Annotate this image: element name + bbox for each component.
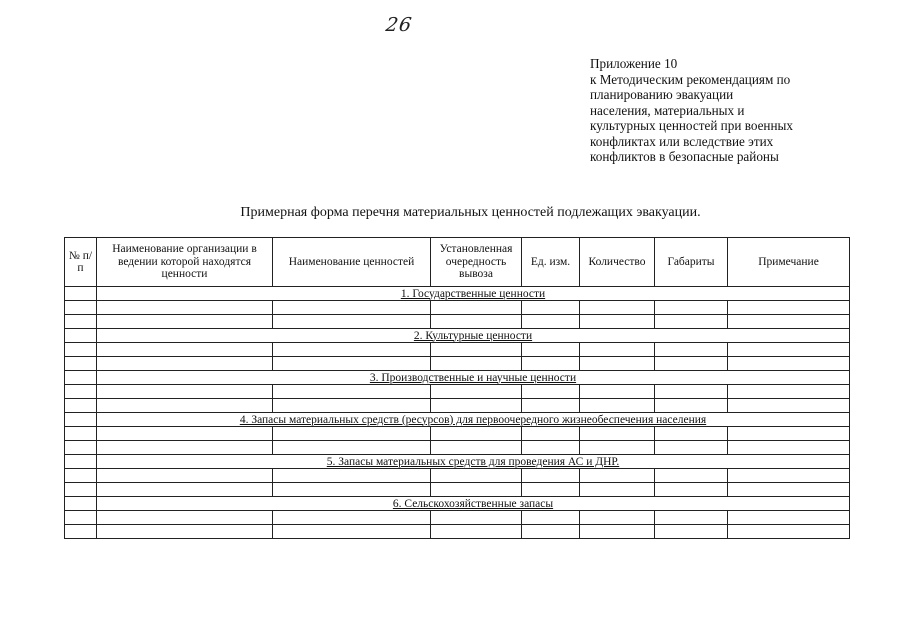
table-row [65, 301, 850, 315]
table-cell [655, 399, 728, 413]
table-cell [65, 497, 97, 511]
section-row [65, 455, 850, 469]
table-cell [431, 483, 522, 497]
table-cell [728, 525, 850, 539]
table-cell [431, 399, 522, 413]
table-cell [431, 385, 522, 399]
table-cell [273, 399, 431, 413]
header-number: № п/п [65, 238, 97, 287]
table-cell [655, 469, 728, 483]
table-cell [97, 427, 273, 441]
section-title [97, 497, 850, 511]
table-cell [655, 357, 728, 371]
appendix-line: планированию эвакуации [590, 87, 734, 102]
table-cell [728, 483, 850, 497]
table-cell [97, 357, 273, 371]
table-cell [580, 301, 655, 315]
table-cell [655, 525, 728, 539]
table-cell [655, 511, 728, 525]
header-notes: Примечание [728, 238, 850, 287]
table-cell [580, 525, 655, 539]
table-cell [65, 525, 97, 539]
section-row [65, 287, 850, 301]
table-cell [580, 357, 655, 371]
table-cell [728, 511, 850, 525]
table-cell [522, 525, 580, 539]
section-title [97, 455, 850, 469]
table-row [65, 511, 850, 525]
section-title [97, 371, 850, 385]
section-title [97, 413, 850, 427]
table-cell [431, 511, 522, 525]
table-cell [522, 399, 580, 413]
table-cell [65, 371, 97, 385]
table-cell [273, 385, 431, 399]
table-cell [522, 357, 580, 371]
table-cell [273, 511, 431, 525]
table-cell [522, 343, 580, 357]
section-title-text: 3. Производственные и научные ценности [369, 371, 577, 384]
form-title: Примерная форма перечня материальных ценностей подлежащих эвакуации. [240, 205, 701, 220]
appendix-line: населения, материальных и [590, 102, 745, 118]
section-title-text: 5. Запасы материальных средств для проведения АС и ДНР. [326, 455, 620, 468]
table-cell [580, 469, 655, 483]
table-cell [655, 385, 728, 399]
table-cell [273, 427, 431, 441]
table-cell [431, 357, 522, 371]
section-title [97, 287, 850, 301]
appendix-line: конфликтов в безопасные районы [590, 149, 779, 164]
table-cell [65, 357, 97, 371]
table-row [65, 399, 850, 413]
appendix-line: конфликтах или вследствие этих [590, 133, 774, 149]
table-row [65, 343, 850, 357]
table-row [65, 385, 850, 399]
table-cell [728, 385, 850, 399]
table-cell [522, 511, 580, 525]
table-cell [97, 399, 273, 413]
table-cell [580, 315, 655, 329]
table-cell [728, 357, 850, 371]
table-cell [580, 483, 655, 497]
section-row [65, 329, 850, 343]
table-cell [65, 301, 97, 315]
section-title-text: 6. Сельскохозяйственные запасы [392, 497, 554, 510]
table-cell [97, 343, 273, 357]
table-cell [522, 385, 580, 399]
table-cell [65, 287, 97, 301]
table-row [65, 441, 850, 455]
table-cell [97, 385, 273, 399]
table-cell [728, 469, 850, 483]
table-cell [728, 399, 850, 413]
table-cell [580, 385, 655, 399]
table-cell [655, 427, 728, 441]
table-cell [65, 399, 97, 413]
table-cell [728, 301, 850, 315]
table-cell [273, 315, 431, 329]
header-removal-priority: Установленная очередность вывоза [431, 238, 522, 287]
table-cell [97, 511, 273, 525]
evacuation-table [64, 237, 850, 539]
table-cell [728, 343, 850, 357]
table-cell [273, 357, 431, 371]
appendix-line: Приложение 10 [590, 56, 678, 71]
table-cell [431, 315, 522, 329]
table-cell [97, 483, 273, 497]
table-cell [97, 441, 273, 455]
table-cell [273, 441, 431, 455]
section-title [97, 329, 850, 343]
table-row [65, 315, 850, 329]
page-number: 26 [384, 14, 414, 36]
section-title-text: 2. Культурные ценности [413, 329, 533, 342]
evacuation-table-container [64, 237, 849, 539]
table-cell [655, 483, 728, 497]
table-cell [655, 441, 728, 455]
table-cell [65, 511, 97, 525]
table-cell [522, 441, 580, 455]
table-cell [97, 469, 273, 483]
table-cell [65, 427, 97, 441]
table-cell [580, 511, 655, 525]
section-row [65, 413, 850, 427]
table-cell [431, 301, 522, 315]
table-cell [431, 525, 522, 539]
table-row [65, 469, 850, 483]
table-row [65, 525, 850, 539]
section-row [65, 371, 850, 385]
table-cell [273, 343, 431, 357]
section-title-text: 4. Запасы материальных средств (ресурсов) для первоочередного жизнеобеспечения населения [239, 413, 707, 426]
table-cell [522, 315, 580, 329]
table-cell [273, 483, 431, 497]
table-cell [655, 301, 728, 315]
header-unit: Ед. изм. [522, 238, 580, 287]
table-row [65, 427, 850, 441]
section-title-text: 1. Государственные ценности [400, 287, 546, 300]
table-row [65, 483, 850, 497]
table-cell [522, 483, 580, 497]
table-cell [273, 525, 431, 539]
table-cell [728, 441, 850, 455]
table-cell [728, 427, 850, 441]
table-cell [65, 441, 97, 455]
table-cell [431, 469, 522, 483]
table-cell [65, 343, 97, 357]
table-row [65, 357, 850, 371]
table-cell [97, 301, 273, 315]
section-row [65, 497, 850, 511]
table-cell [522, 427, 580, 441]
header-valuables-name: Наименование ценностей [273, 238, 431, 287]
table-cell [431, 427, 522, 441]
appendix-line: к Методическим рекомендациям по [590, 71, 791, 87]
table-cell [655, 315, 728, 329]
header-organization: Наименование организации в ведении которой находятся ценности [97, 238, 273, 287]
table-cell [97, 315, 273, 329]
table-cell [655, 343, 728, 357]
table-cell [65, 413, 97, 427]
table-cell [580, 343, 655, 357]
table-cell [728, 315, 850, 329]
table-cell [431, 343, 522, 357]
appendix-block [590, 56, 830, 165]
table-cell [65, 469, 97, 483]
table-cell [65, 315, 97, 329]
table-cell [273, 469, 431, 483]
table-cell [65, 483, 97, 497]
table-cell [580, 399, 655, 413]
table-cell [431, 441, 522, 455]
table-cell [97, 525, 273, 539]
table-cell [65, 455, 97, 469]
table-cell [65, 385, 97, 399]
appendix-line: культурных ценностей при военных [590, 118, 794, 133]
header-dimensions: Габариты [655, 238, 728, 287]
header-quantity: Количество [580, 238, 655, 287]
table-cell [580, 427, 655, 441]
table-cell [273, 301, 431, 315]
table-header-row [65, 238, 850, 287]
table-cell [522, 301, 580, 315]
table-cell [580, 441, 655, 455]
table-cell [65, 329, 97, 343]
table-cell [522, 469, 580, 483]
